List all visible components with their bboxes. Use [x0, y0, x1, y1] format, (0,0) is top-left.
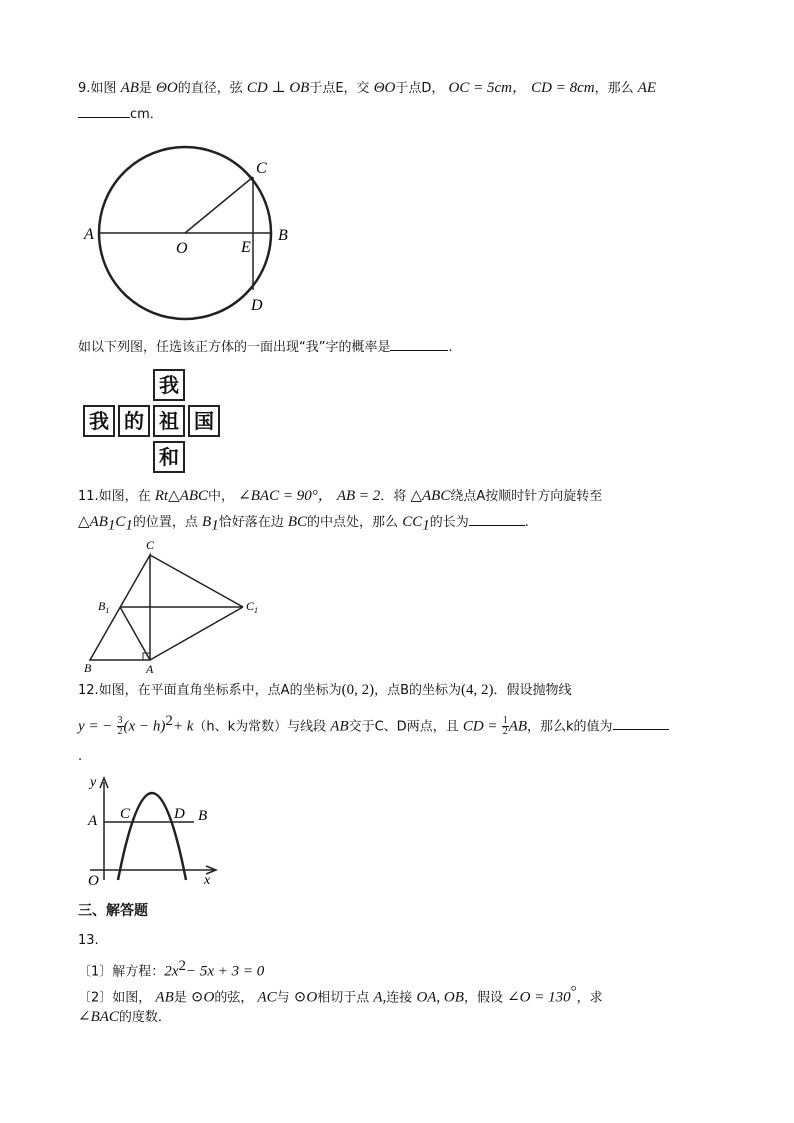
- q13-part2-line2: ∠BAC的度数．: [78, 1009, 171, 1025]
- svg-text:C: C: [256, 160, 267, 177]
- answer-blank[interactable]: [390, 338, 448, 351]
- q13-part2-line1: 〔2〕如图， AB是 ⊙O的弦， AC与 ⊙O相切于点 A,连接 OA, OB，假设 ∠O = 130°，求: [78, 984, 603, 1006]
- q9-line1: 9.如图 AB是 ΘO的直径，弦 CD ⊥ OB于点E，交 ΘO于点D， OC = 5cm， CD = 8cm，那么 AE: [78, 80, 657, 96]
- q13-part1: 〔1〕解方程：$2x^2- 5x + 3 = 0$: [78, 958, 265, 980]
- answer-blank[interactable]: [78, 105, 130, 118]
- svg-text:O: O: [88, 873, 99, 889]
- q12-line1: 12.如图，在平面直角坐标系中，点A的坐标为(0, 2)，点B的坐标为(4, 2)．假设抛物线: [78, 682, 572, 698]
- q12-figure: [86, 770, 231, 890]
- q11-figure: [78, 538, 278, 678]
- q11-line2: $\triangle AB_1C_1$的位置，点 $B_1$恰好落在边 BC的中点处，那么 $CC_1$的长为 .: [78, 514, 529, 534]
- q12-line3: .: [78, 749, 83, 764]
- net-cell-2: 的: [118, 405, 150, 437]
- q9-line2: cm．: [78, 105, 163, 124]
- answer-blank[interactable]: [469, 513, 525, 526]
- net-cell-3: 祖: [153, 405, 185, 437]
- svg-text:B: B: [198, 808, 208, 824]
- svg-text:D: D: [251, 297, 263, 314]
- q9-figure: [78, 140, 318, 325]
- section-heading: 三、解答题: [78, 903, 148, 919]
- svg-text:C: C: [146, 538, 155, 552]
- net-cell-1: 我: [83, 405, 115, 437]
- svg-text:y: y: [90, 775, 97, 790]
- q13-num: 13.: [78, 933, 99, 948]
- q11-line1: 11.如图，在 Rt△ABC中， ∠BAC = 90°， AB = 2．将 △ABC绕点A按顺时针方向旋转至: [78, 488, 603, 504]
- net-cell-bottom: 和: [153, 441, 185, 473]
- svg-text:C: C: [120, 806, 131, 822]
- net-cell-top: 我: [153, 369, 185, 401]
- svg-text:B: B: [278, 227, 288, 244]
- svg-text:B1: $B_1$: [98, 599, 110, 615]
- answer-blank[interactable]: [613, 717, 669, 730]
- cube-net: [83, 369, 223, 475]
- svg-text:x: x: [204, 873, 211, 888]
- svg-text:D: D: [174, 806, 185, 822]
- q12-line2: y = − $\frac{3}{2}$ $(x - h)^2+ k(h$、k为常数）与线段 AB交于C、D两点，且 CD = $\frac{1}{2}$ AB，那么k的值为: [78, 712, 669, 737]
- svg-text:A: A: [88, 813, 98, 829]
- svg-text:E: E: [241, 239, 251, 256]
- net-cell-4: 国: [188, 405, 220, 437]
- svg-text:C1: $C_1$: [246, 599, 259, 615]
- svg-text:O: O: [176, 240, 188, 257]
- svg-text:A: A: [84, 226, 94, 243]
- svg-text:A: A: [146, 662, 154, 676]
- fraction: $\frac{3}{2}$: [117, 715, 123, 738]
- q10-text: 如以下列图，任选该正方体的一面出现“我”字的概率是 .: [78, 340, 453, 355]
- svg-text:B: B: [84, 661, 92, 675]
- fraction: $\frac{1}{2}$: [502, 715, 508, 738]
